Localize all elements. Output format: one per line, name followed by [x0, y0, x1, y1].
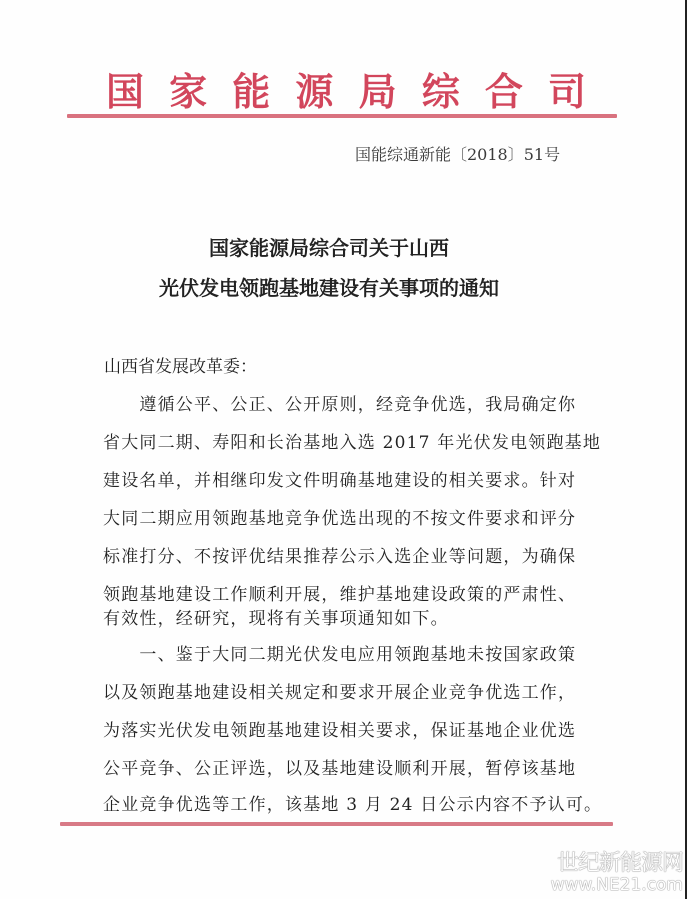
body-line: 公平竞争、公正评选，以及基地建设顺利开展，暂停该基地: [103, 759, 577, 779]
body-line: 一、鉴于大同二期光伏发电应用领跑基地未按国家政策: [103, 645, 577, 665]
body-line: 标准打分、不按评优结果推荐公示入选企业等问题，为确保: [103, 547, 577, 567]
document-title-line-2: 光伏发电领跑基地建设有关事项的通知: [159, 276, 499, 300]
document-title-line-1: 国家能源局综合司关于山西: [209, 236, 449, 260]
masthead-char: 家: [169, 68, 208, 114]
masthead-char: 司: [547, 68, 586, 114]
masthead-char: 综: [421, 68, 460, 114]
masthead-char: 国: [106, 68, 145, 114]
body-line: 企业竞争优选等工作，该基地 3 月 24 日公示内容不予认可。: [103, 795, 603, 815]
page-edge-line: [685, 0, 687, 899]
red-rule-top: [67, 114, 617, 118]
body-line: 大同二期应用领跑基地竞争优选出现的不按文件要求和评分: [103, 509, 577, 529]
masthead-char: 合: [484, 68, 523, 114]
document-number: 国能综通新能〔2018〕51号: [355, 145, 561, 164]
body-line: 领跑基地建设工作顺利开展，维护基地建设政策的严肃性、: [103, 585, 577, 605]
watermark-name: 世纪新能源网: [556, 851, 683, 876]
body-line: 省大同二期、寿阳和长治基地入选 2017 年光伏发电领跑基地: [103, 433, 602, 453]
masthead-char: 能: [232, 68, 271, 114]
site-watermark: [535, 852, 683, 894]
body-line: 有效性，经研究，现将有关事项通知如下。: [103, 609, 449, 629]
watermark-url: www.NE21.com: [550, 875, 683, 895]
body-line: 建设名单，并相继印发文件明确基地建设的相关要求。针对: [103, 471, 577, 491]
addressee: 山西省发展改革委：: [104, 357, 257, 377]
masthead-char: 局: [358, 68, 397, 114]
masthead-char: 源: [295, 68, 334, 114]
body-line: 以及领跑基地建设相关规定和要求开展企业竞争优选工作，: [103, 683, 577, 703]
body-line: 为落实光伏发电领跑基地建设相关要求，保证基地企业优选: [103, 721, 577, 741]
red-rule-bottom: [60, 822, 613, 826]
body-line: 遵循公平、公正、公开原则，经竞争优选，我局确定你: [103, 395, 577, 415]
issuer-masthead: [60, 60, 620, 116]
